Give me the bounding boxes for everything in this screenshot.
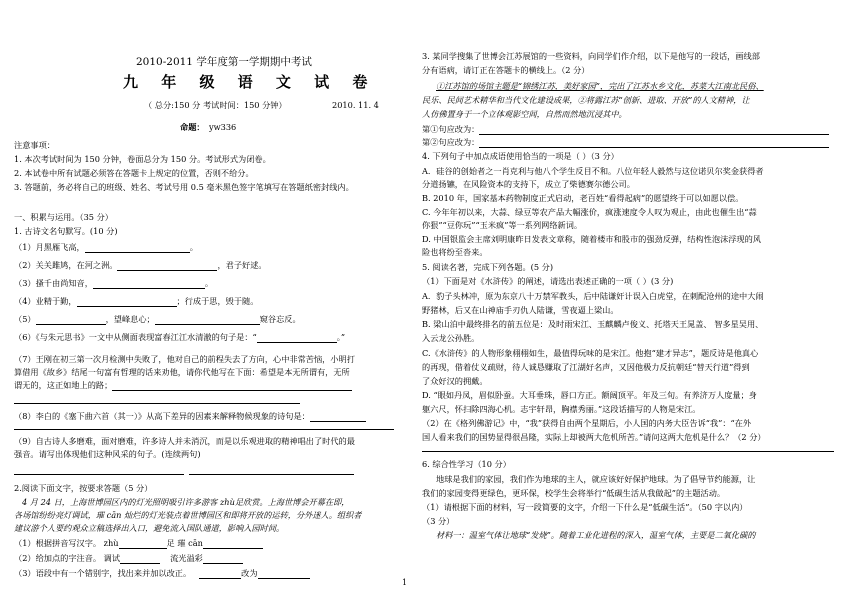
- q2-item-2: （2）给加点的字注音。 调试 流光溢彩: [14, 553, 243, 564]
- q5-part-1: （1）下面是对《水浒传》的阐述，请选出表述正确的一项（ ）(3 分): [422, 276, 674, 286]
- answer-line: [189, 474, 354, 475]
- q5-option: B. 梁山泊中最终排名的前五位是：及时雨宋江、玉麒麟卢俊义、托塔天王晁盖、 智多星吴用、: [422, 319, 764, 329]
- paper-title: 九 年 级 语 文 试 卷: [123, 73, 377, 91]
- q2-text-line: 建议游个人要约观众立稿选择出入口，避免流入国队通道，影响入园时间。: [14, 523, 285, 533]
- q5-option: C.《水浒传》的人物形象栩栩如生，最值得玩味的是宋江。他抱“建才异志”，题反诗是他真心: [422, 348, 759, 358]
- q6-text-line: 地球是我们的家园，我们作为地球的主人，就应该好好保护地球。为了倡导节约能源，让: [436, 474, 756, 484]
- answer-line: [14, 474, 184, 475]
- q5-option: 躯六尺，怀扫除四海心机。志宇轩昂，胸襟秀丽。”这段话描写的人物是宋江。: [422, 404, 701, 414]
- q1-item-9-line: （9）自古诗人多磨难，面对磨难，许多诗人并未消沉，而是以乐观进取的精神唱出了时代的最: [14, 436, 355, 446]
- question-6: 6. 综合性学习（10 分）: [422, 459, 511, 469]
- q4-option: D. 中国银监会主席刘明康昨日发表文章称，随着楼市和股市的强劲反弹，结构性泡沫浮现的风: [422, 234, 761, 244]
- note-item: 1. 本次考试时间为 150 分钟，卷面总分为 150 分。考试形式为闭卷。: [14, 154, 271, 164]
- author-label: 命题：: [180, 122, 205, 132]
- q5-part-2-line: 国人看来我们的国势显得很昌隆，实际上却被两大危机所苦。”请问这两大危机是什么？（2 分）: [422, 432, 766, 442]
- q2-text-line: 4 月 24 日，上海世博园区内的灯光照明吸引许多游客 zhù足欣赏。上海世博会开幕在即，: [22, 497, 350, 507]
- answer-line: [422, 451, 834, 452]
- q3-text-line: 人仿佛置身于一个立体观影空间，自然而然地沉浸其中。: [422, 109, 627, 119]
- note-item: 2. 本试卷中所有试题必须答在答题卡上规定的位置，否则不给分。: [14, 168, 254, 178]
- q6-part-1: （1）请根据下面的材料，写一段简要的文字，介绍一下什么是“低碳生活”。（50 字以内）: [422, 502, 748, 512]
- q1-item-4: （4）业精于勤， ；行成于思，毁于随。: [14, 296, 259, 306]
- q3-answer-1: 第①句应改为：: [422, 124, 829, 135]
- notes-title: 注意事项：: [14, 140, 55, 150]
- q4-option: 险也将纷至沓来。: [422, 247, 488, 257]
- q5-option: 的再现，借着仗义疏财，待人诚恳赚取了江湖好名声，又因他极力反抗朝廷“替天行道”得到: [422, 362, 750, 372]
- q1-item-3: （3）搔千由尚知音， 。: [14, 278, 214, 288]
- q5-part-2-line: （2）在《格列佛游记》中，“我”获得自由两个星期后，小人国的内务大臣告诉“我”：“在外: [422, 418, 752, 428]
- q2-text-line: 各场馆纷纷亮灯调试，璀 cān 灿烂的灯光装点着世博园区和即将开放的运转，分外迷人。组织者: [14, 510, 362, 520]
- q1-item-7-line: 算借用《故乡》结尾一句富有哲理的话来劝他，请你代他写在下面：希望是本无所谓有，无所: [14, 367, 350, 377]
- q5-option: 入云龙公孙胜。: [422, 333, 480, 343]
- q1-item-2: （2）关关雎鸠，在河之洲。 ，君子好逑。: [14, 260, 267, 270]
- q5-option: 了众好汉的拥戴。: [422, 376, 488, 386]
- q1-item-1: （1）月黑雁飞高， 。: [14, 242, 198, 252]
- q5-option: A．豹子头林冲，原为东京八十万禁军教头，后中陆谦奸计误入白虎堂，在刺配沧州的途中大闹: [422, 291, 764, 301]
- q4-option: 你狠”“豆你玩”“玉米疯”等一系列网络新词。: [422, 220, 583, 230]
- exam-title: 2010-2011 学年度第一学期期中考试: [136, 56, 312, 68]
- section-1-title: 一、积累与运用。（35 分）: [14, 212, 113, 222]
- q1-item-7-line: （7）王刚在初三第一次月检测中失败了，他对自己的前程失去了方向，心中非常苦恼，小明打: [14, 354, 355, 364]
- q5-option: D. “眼如丹凤，眉似卧蚕。大耳垂珠，唇口方正。额阔顶平。年及三旬。有养济万人度量；身: [422, 390, 757, 400]
- q3-text-line: ①江苏馆的场馆主题是“锦绣江苏，美好家园”，完出了江苏水乡文化，苏菜大江南北民俗、: [436, 81, 764, 91]
- question-3-line: 3. 某同学搜集了世博会江苏展馆的一些资料，向同学们作介绍，以下是他写的一段话，画线部: [422, 51, 760, 61]
- question-5: 5. 阅读名著，完成下列各题。(5 分): [422, 262, 554, 272]
- q4-option: C. 今年年初以来，大蒜、绿豆等农产品大幅涨价，疯涨速度令人叹为观止，由此也催生出“蒜: [422, 207, 757, 217]
- q2-item-3: （3）语段中有一个错别字，找出来并加以改正。 改为: [14, 568, 310, 579]
- question-1: 1. 古诗文名句默写。(10 分): [14, 226, 118, 236]
- q1-item-6: （6）《与朱元思书》一文中从侧面表现富春江江水清澈的句子是：“ 。”: [14, 332, 346, 342]
- question-4: 4. 下列句子中加点成语使用恰当的一项是（ ）（3 分）: [422, 151, 619, 161]
- q6-material: 材料一：温室气体让地球“发烧”。随着工业化进程的深入，温室气体，主要是二氧化碳的: [436, 530, 756, 540]
- q3-answer-2: 第②句应改为：: [422, 137, 829, 148]
- q6-text-line: 我们的家园变得更绿色，更环保，校学生会将举行“低碳生活从我做起”的主题活动。: [422, 488, 726, 498]
- question-2: 2.阅读下面文字，按要求答题（5 分）: [14, 483, 153, 493]
- page-number: 1: [402, 578, 408, 587]
- q4-option: 分道扬镳，在风险资本的支持下，成立了柴德赛尔德公司。: [422, 179, 635, 189]
- q1-item-8: （8）李白的《塞下曲六首（其一）》从高下差异的因素来解释物候现象的诗句是：: [14, 411, 366, 422]
- q3-text-line: 民乐、民间艺术精华和当代文化建设成果，②将露江苏“创新、进取、开放”的人文精神，让: [422, 95, 750, 105]
- q1-item-7-line: 谓无的，这正如地上的路；: [14, 380, 352, 391]
- question-3-line: 分有语病，请订正在答题卡的横线上。（2 分）: [422, 65, 590, 75]
- author: yw336: [209, 122, 237, 132]
- q6-part-1-score: （3 分）: [422, 516, 455, 526]
- q5-option: 野猪林，后又在山神庙手刃仇人陆谦，雪夜逼上梁山。: [422, 305, 619, 315]
- exam-date: 2010. 11. 4: [332, 100, 379, 110]
- answer-line: [14, 429, 394, 430]
- q1-item-5: （5） ，望峰息心； 窥谷忘反。: [14, 314, 301, 324]
- note-item: 3. 答题前，务必将自己的班级、姓名、考试号用 0.5 毫米黑色签字笔填写在答题纸密封线内。: [14, 182, 354, 192]
- answer-line: [14, 403, 300, 404]
- q4-option: A．硅谷的创始者之一肖克利与他八个学生反目不和。八位年轻人毅然与这位诺贝尔奖金获得者: [422, 166, 764, 176]
- exam-info: （ 总分:150 分 考试时间：150 分钟）: [144, 100, 287, 110]
- q2-item-1: （1）根据拼音写汉字。 zhù 足 璀 cān: [14, 538, 263, 549]
- q4-option: B. 2010 年，国家基本药物制度正式启动，老百姓“看得起病”的愿望终于可以如愿以偿。: [422, 193, 744, 203]
- q1-item-9-line: 强音。请写出体现他们这种风采的句子。(连续两句): [14, 449, 201, 459]
